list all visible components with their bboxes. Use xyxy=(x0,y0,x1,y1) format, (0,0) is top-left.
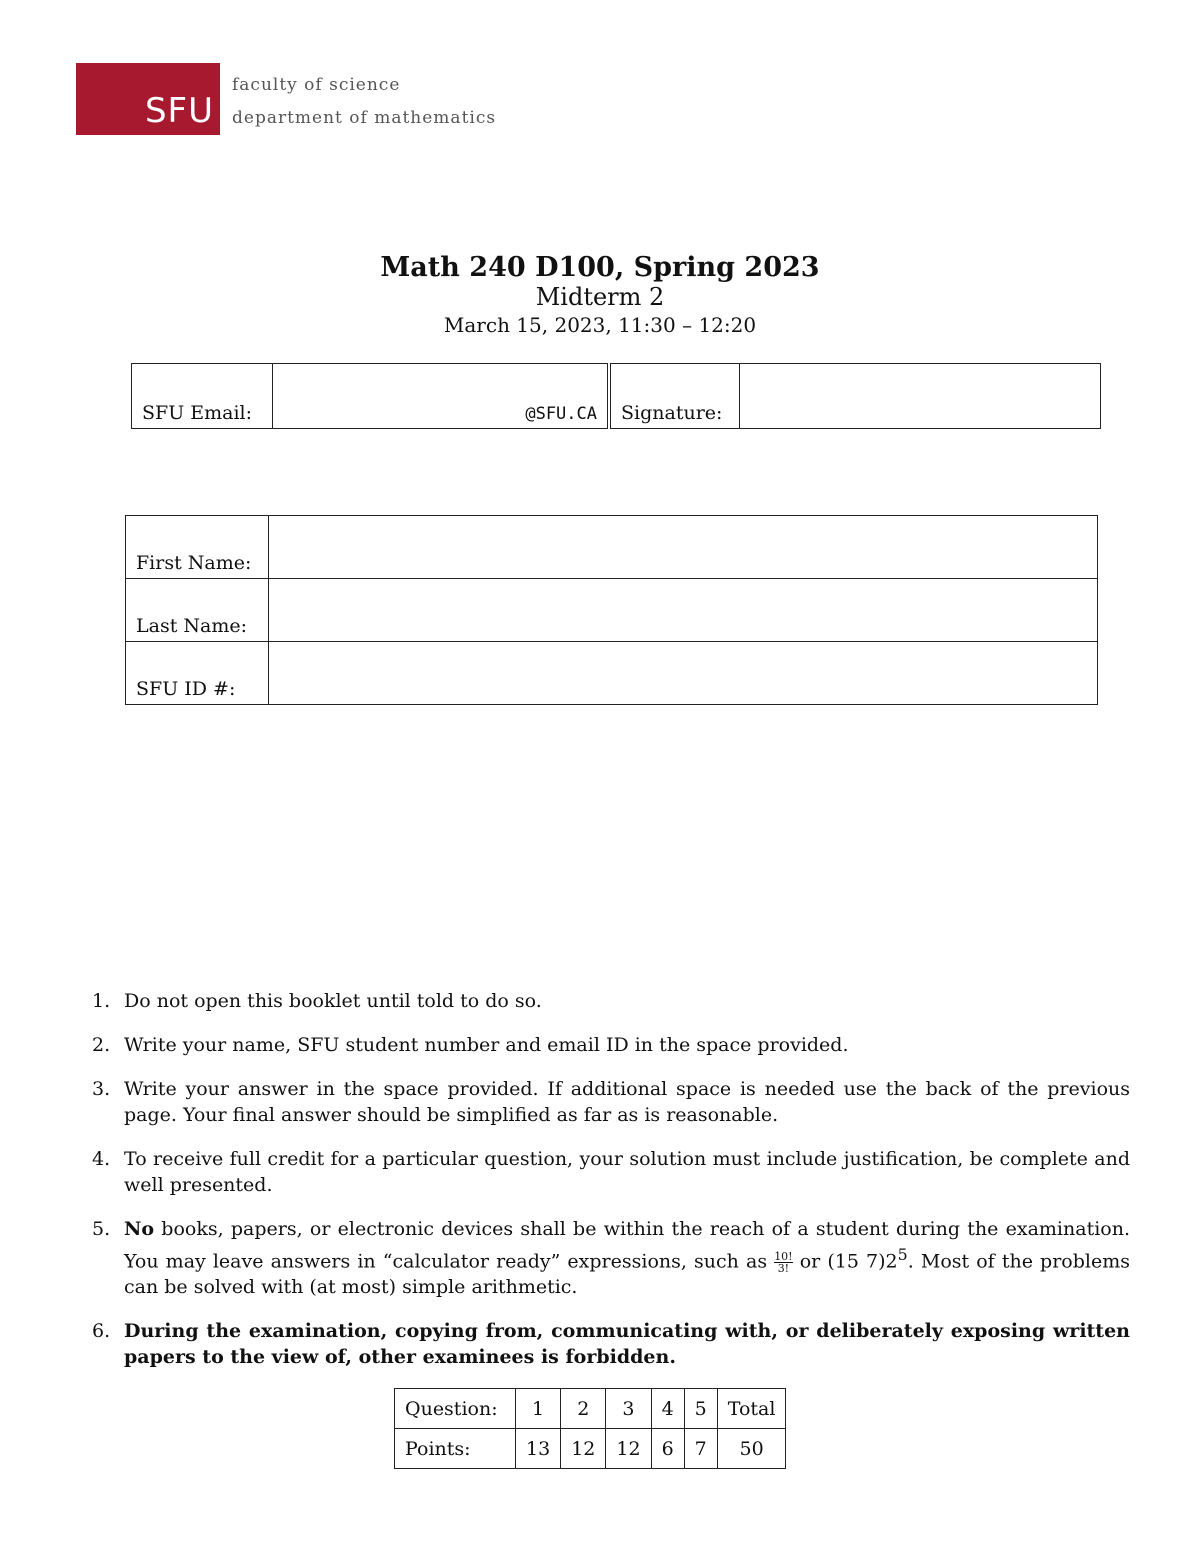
power-exponent: 5 xyxy=(897,1245,908,1264)
question-number: 1 xyxy=(516,1389,561,1429)
points-value: 6 xyxy=(651,1429,684,1469)
points-value: 13 xyxy=(516,1429,561,1469)
question-number: 4 xyxy=(651,1389,684,1429)
instruction-item xyxy=(92,988,1130,1014)
name-id-table xyxy=(125,515,1098,705)
exam-date: March 15, 2023, 11:30 – 12:20 xyxy=(443,313,757,337)
instruction-number: 1. xyxy=(92,990,111,1012)
question-number: 5 xyxy=(684,1389,717,1429)
instructions-list xyxy=(92,988,1130,1388)
instruction-number: 4. xyxy=(92,1148,111,1170)
last-name-field[interactable] xyxy=(269,579,1098,642)
points-value: 12 xyxy=(606,1429,651,1469)
instruction-text: Do not open this booklet until told to do so. xyxy=(124,990,542,1012)
question-number: 3 xyxy=(606,1389,651,1429)
instruction-text: Write your name, SFU student number and email ID in the space provided. xyxy=(124,1034,849,1056)
exam-subtitle: Midterm 2 xyxy=(535,283,665,311)
sfu-logo xyxy=(76,63,496,135)
instruction-part: books, papers, or electronic devices shall be within the reach of a student during the examination. You may leave answers in “calculator ready” expressions, such as xyxy=(124,1218,1130,1273)
last-name-label: Last Name: xyxy=(126,579,269,642)
signature-label: Signature: xyxy=(609,364,740,429)
first-name-label: First Name: xyxy=(126,516,269,579)
instruction-text: During the examination, copying from, communicating with, or deliberately exposing written papers to the view of, other examinees is forbidden. xyxy=(124,1320,1130,1369)
sfu-id-field[interactable] xyxy=(269,642,1098,705)
table-row xyxy=(395,1389,786,1429)
instruction-text: Write your answer in the space provided. If additional space is needed use the back of the previous page. Your final answer should be simplified as far as is reasonable. xyxy=(124,1078,1130,1126)
logo-text xyxy=(232,63,496,135)
first-name-field[interactable] xyxy=(269,516,1098,579)
binomial: (15 7) xyxy=(827,1250,886,1273)
points-total: 50 xyxy=(717,1429,786,1469)
instruction-number: 6. xyxy=(92,1320,111,1343)
instruction-item xyxy=(92,1076,1130,1128)
fraction-numerator: 10! xyxy=(774,1249,793,1263)
instruction-part: or xyxy=(792,1250,828,1273)
fraction-denominator: 3! xyxy=(777,1261,790,1275)
instruction-item xyxy=(92,1032,1130,1058)
table-row xyxy=(395,1429,786,1469)
email-label: SFU Email: xyxy=(132,364,273,429)
instruction-text: To receive full credit for a particular question, your solution must include justification, be complete and well presented. xyxy=(124,1148,1130,1196)
instruction-item xyxy=(92,1216,1130,1300)
instruction-text xyxy=(124,1216,1130,1300)
instruction-number: 3. xyxy=(92,1078,111,1100)
question-number: 2 xyxy=(561,1389,606,1429)
instruction-bold: No xyxy=(124,1218,155,1240)
power-base: 2 xyxy=(885,1250,898,1273)
logo-department: department of mathematics xyxy=(232,108,497,128)
instruction-number: 2. xyxy=(92,1034,111,1056)
exam-title: Math 240 D100, Spring 2023 xyxy=(380,252,820,283)
sfu-logo-mark: SFU xyxy=(76,63,220,135)
instruction-part: . Most of the problems can be solved with (at most) simple arithmetic. xyxy=(124,1250,1130,1299)
sfu-id-label: SFU ID #: xyxy=(126,642,269,705)
instruction-number: 5. xyxy=(92,1218,111,1240)
email-field[interactable]: @SFU.CA xyxy=(273,364,610,429)
total-label: Total xyxy=(717,1389,786,1429)
logo-faculty: faculty of science xyxy=(232,75,401,95)
points-value: 7 xyxy=(684,1429,717,1469)
instruction-item xyxy=(92,1318,1130,1370)
points-table xyxy=(394,1388,786,1469)
fraction xyxy=(774,1251,792,1274)
email-signature-table xyxy=(131,363,1101,429)
question-label: Question: xyxy=(395,1389,516,1429)
points-value: 12 xyxy=(561,1429,606,1469)
signature-field[interactable] xyxy=(740,364,1101,429)
points-label: Points: xyxy=(395,1429,516,1469)
instruction-item xyxy=(92,1146,1130,1198)
